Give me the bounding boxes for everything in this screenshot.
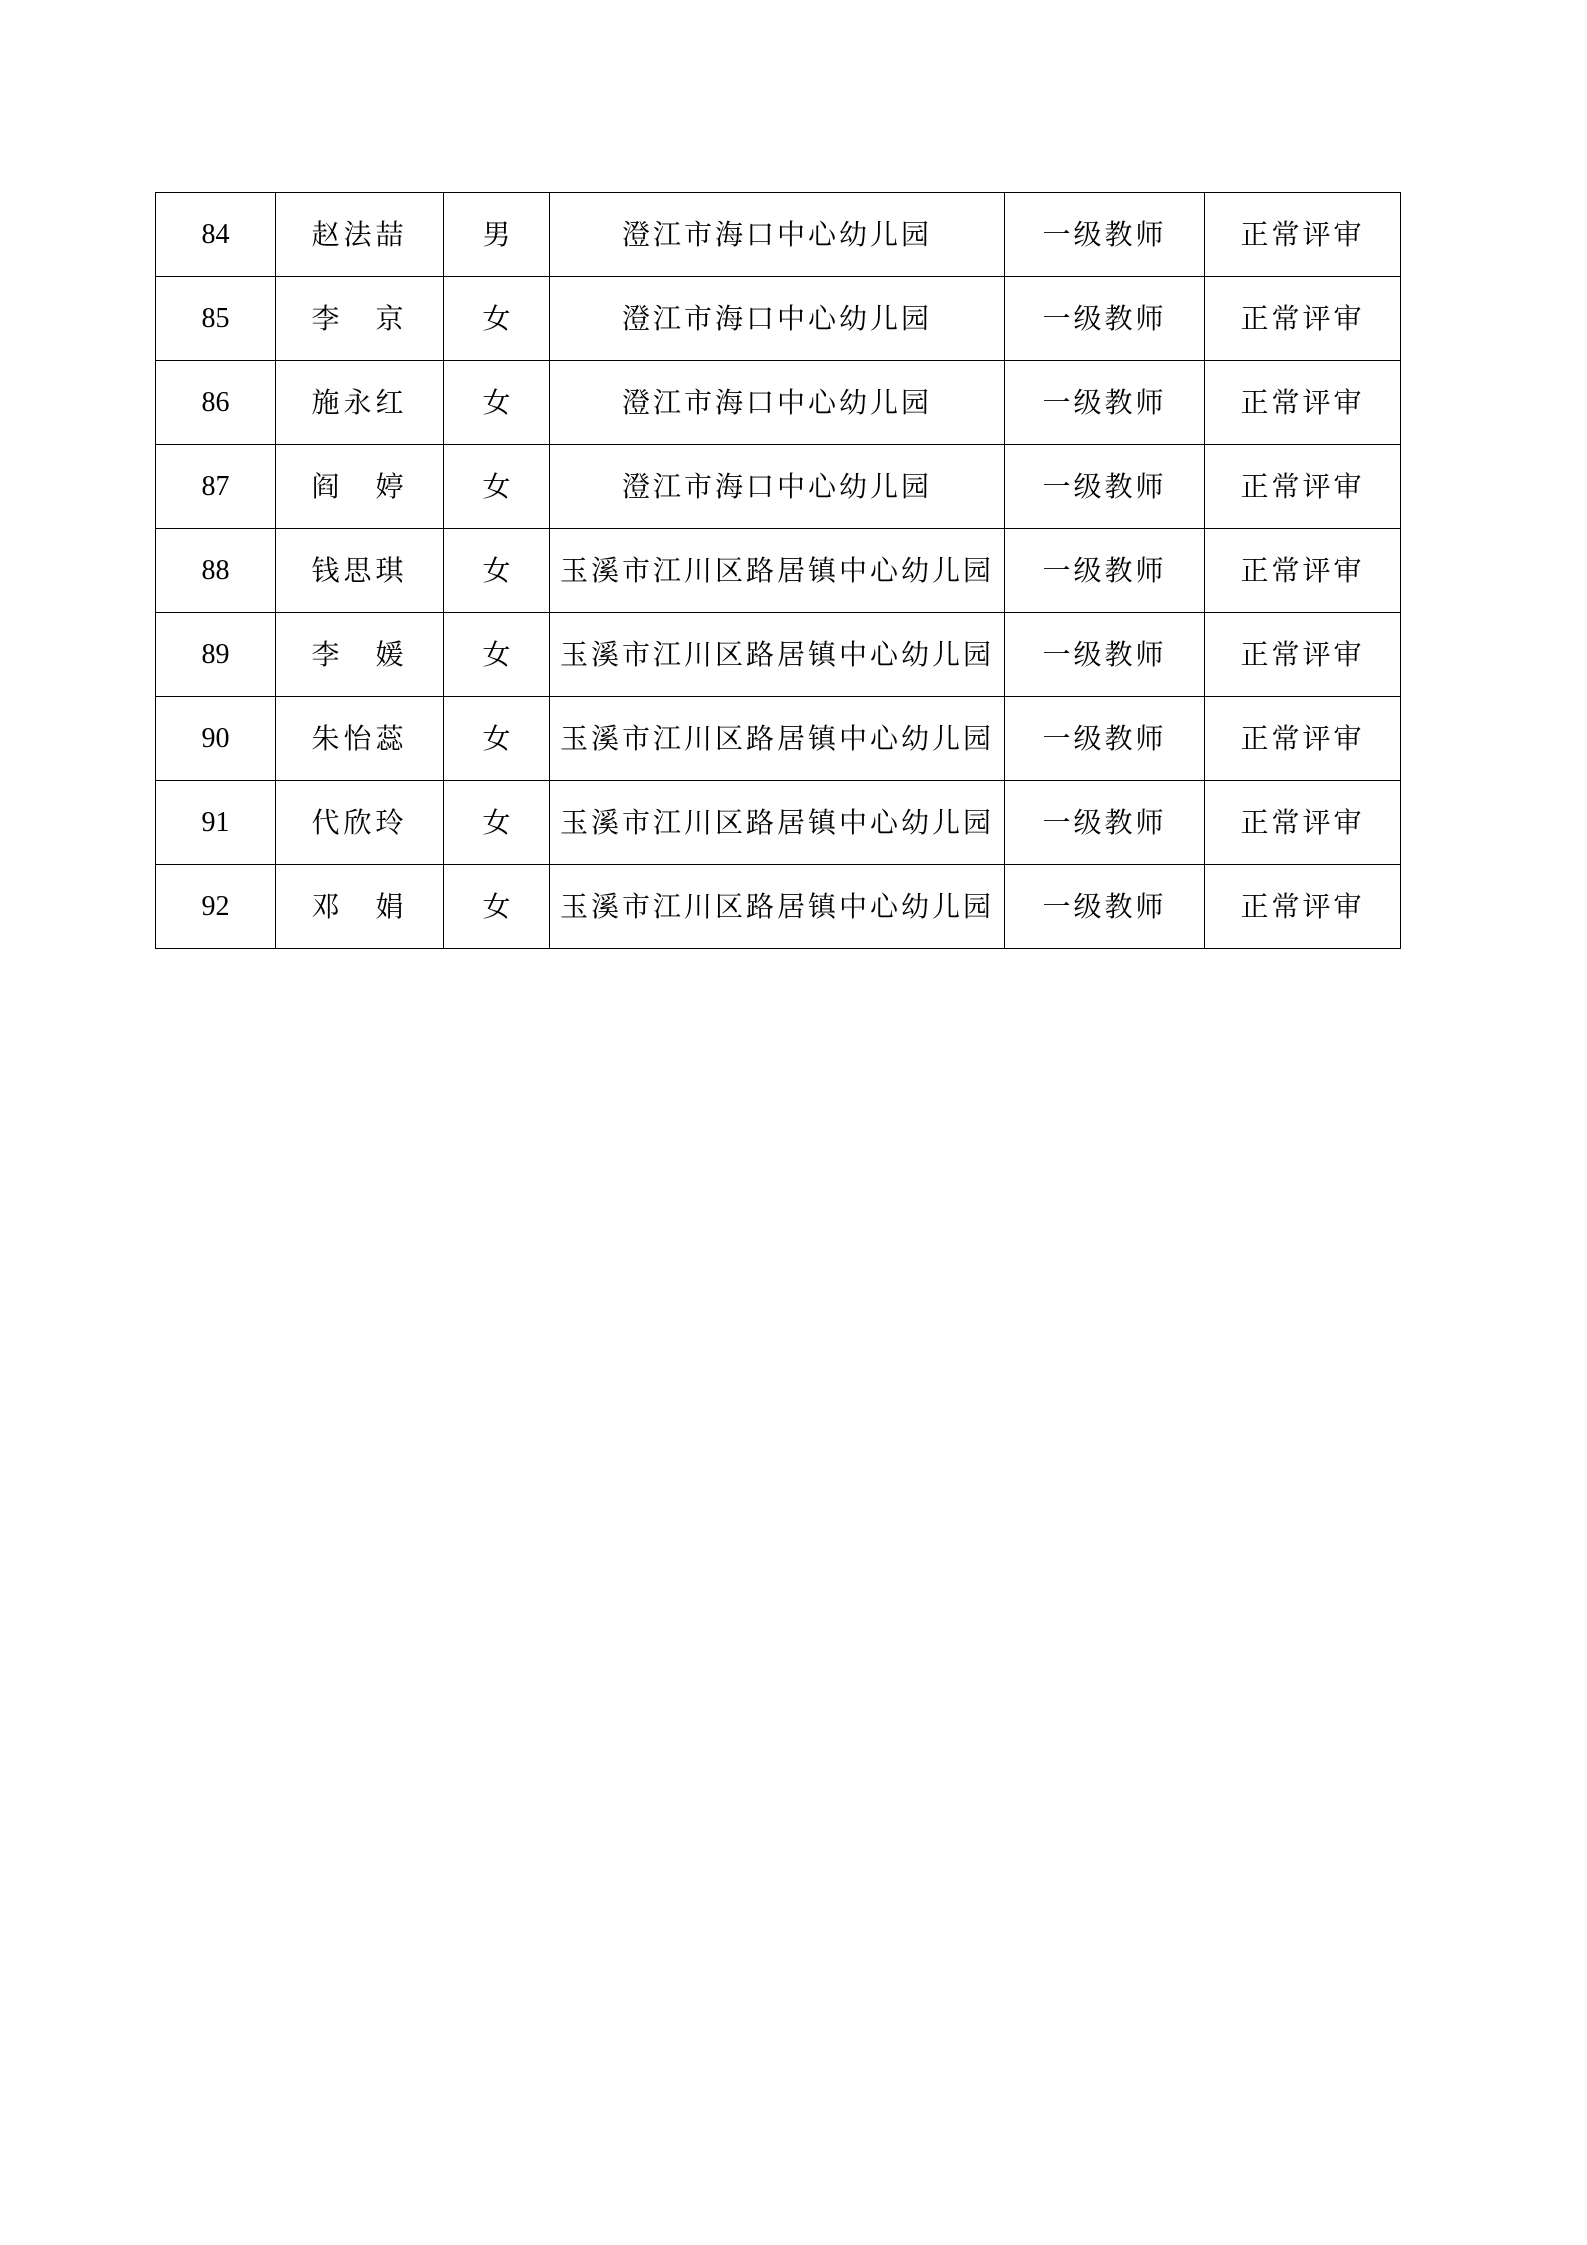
school-cell <box>550 613 1005 697</box>
review-type-cell <box>1205 445 1401 529</box>
title-text: 一级教师 <box>1042 553 1167 587</box>
teacher-name-cell <box>276 361 444 445</box>
row-number-text: 90 <box>201 722 230 754</box>
teacher-name-cell <box>276 781 444 865</box>
table-row <box>156 865 1401 949</box>
review-type-text: 正常评审 <box>1240 889 1365 923</box>
title-text: 一级教师 <box>1042 889 1167 923</box>
review-type-text: 正常评审 <box>1240 385 1365 419</box>
teacher-name-text: 朱怡蕊 <box>311 721 408 755</box>
review-type-text: 正常评审 <box>1240 301 1365 335</box>
table-row <box>156 781 1401 865</box>
teacher-name-cell <box>276 529 444 613</box>
row-number-text: 88 <box>201 554 230 586</box>
gender-cell <box>444 193 550 277</box>
teacher-name-text: 赵法喆 <box>311 217 408 251</box>
table-row <box>156 445 1401 529</box>
review-type-cell <box>1205 361 1401 445</box>
row-number-text: 84 <box>201 218 230 250</box>
teacher-name-text: 邓 娟 <box>311 889 408 923</box>
table-row <box>156 613 1401 697</box>
review-type-text: 正常评审 <box>1240 469 1365 503</box>
teacher-name-cell <box>276 613 444 697</box>
row-number-text: 86 <box>201 386 230 418</box>
review-type-text: 正常评审 <box>1240 553 1365 587</box>
teacher-name-cell <box>276 697 444 781</box>
teacher-roster-table <box>155 192 1401 949</box>
row-number-cell <box>156 865 276 949</box>
teacher-name-text: 施永红 <box>311 385 408 419</box>
review-type-cell <box>1205 277 1401 361</box>
review-type-cell <box>1205 193 1401 277</box>
teacher-name-text: 钱思琪 <box>311 553 408 587</box>
review-type-cell <box>1205 865 1401 949</box>
gender-text: 女 <box>482 721 511 755</box>
school-cell <box>550 781 1005 865</box>
gender-text: 男 <box>482 217 511 251</box>
title-text: 一级教师 <box>1042 721 1167 755</box>
title-cell <box>1005 781 1205 865</box>
school-text: 玉溪市江川区路居镇中心幼儿园 <box>559 889 994 923</box>
table-row <box>156 193 1401 277</box>
title-text: 一级教师 <box>1042 385 1167 419</box>
teacher-name-text: 李 媛 <box>311 637 408 671</box>
gender-cell <box>444 781 550 865</box>
gender-text: 女 <box>482 637 511 671</box>
school-cell <box>550 277 1005 361</box>
review-type-cell <box>1205 613 1401 697</box>
review-type-cell <box>1205 697 1401 781</box>
title-cell <box>1005 361 1205 445</box>
gender-text: 女 <box>482 301 511 335</box>
row-number-text: 85 <box>201 302 230 334</box>
school-text: 澄江市海口中心幼儿园 <box>621 301 932 335</box>
table-row <box>156 529 1401 613</box>
row-number-cell <box>156 781 276 865</box>
gender-text: 女 <box>482 469 511 503</box>
title-text: 一级教师 <box>1042 469 1167 503</box>
school-cell <box>550 445 1005 529</box>
row-number-cell <box>156 361 276 445</box>
review-type-cell <box>1205 529 1401 613</box>
row-number-text: 89 <box>201 638 230 670</box>
title-cell <box>1005 613 1205 697</box>
teacher-name-text: 阎 婷 <box>311 469 408 503</box>
review-type-text: 正常评审 <box>1240 217 1365 251</box>
teacher-name-text: 代欣玲 <box>311 805 408 839</box>
school-cell <box>550 361 1005 445</box>
title-text: 一级教师 <box>1042 217 1167 251</box>
title-cell <box>1005 193 1205 277</box>
table-row <box>156 361 1401 445</box>
school-cell <box>550 697 1005 781</box>
review-type-text: 正常评审 <box>1240 721 1365 755</box>
row-number-text: 91 <box>201 806 230 838</box>
title-cell <box>1005 277 1205 361</box>
title-cell <box>1005 697 1205 781</box>
gender-cell <box>444 361 550 445</box>
gender-cell <box>444 865 550 949</box>
title-text: 一级教师 <box>1042 301 1167 335</box>
gender-text: 女 <box>482 805 511 839</box>
school-text: 澄江市海口中心幼儿园 <box>621 217 932 251</box>
school-text: 玉溪市江川区路居镇中心幼儿园 <box>559 721 994 755</box>
review-type-text: 正常评审 <box>1240 805 1365 839</box>
school-text: 澄江市海口中心幼儿园 <box>621 385 932 419</box>
row-number-cell <box>156 193 276 277</box>
title-cell <box>1005 529 1205 613</box>
row-number-cell <box>156 697 276 781</box>
review-type-cell <box>1205 781 1401 865</box>
gender-text: 女 <box>482 553 511 587</box>
gender-cell <box>444 613 550 697</box>
teacher-name-text: 李 京 <box>311 301 408 335</box>
gender-cell <box>444 697 550 781</box>
school-text: 玉溪市江川区路居镇中心幼儿园 <box>559 553 994 587</box>
school-text: 澄江市海口中心幼儿园 <box>621 469 932 503</box>
teacher-name-cell <box>276 865 444 949</box>
row-number-cell <box>156 445 276 529</box>
table-row <box>156 697 1401 781</box>
row-number-text: 87 <box>201 470 230 502</box>
row-number-cell <box>156 613 276 697</box>
gender-cell <box>444 445 550 529</box>
teacher-name-cell <box>276 445 444 529</box>
title-cell <box>1005 445 1205 529</box>
school-text: 玉溪市江川区路居镇中心幼儿园 <box>559 637 994 671</box>
school-text: 玉溪市江川区路居镇中心幼儿园 <box>559 805 994 839</box>
gender-cell <box>444 277 550 361</box>
gender-cell <box>444 529 550 613</box>
title-text: 一级教师 <box>1042 805 1167 839</box>
title-text: 一级教师 <box>1042 637 1167 671</box>
school-cell <box>550 529 1005 613</box>
school-cell <box>550 865 1005 949</box>
row-number-cell <box>156 529 276 613</box>
title-cell <box>1005 865 1205 949</box>
teacher-name-cell <box>276 277 444 361</box>
table-body <box>156 193 1401 949</box>
table-row <box>156 277 1401 361</box>
school-cell <box>550 193 1005 277</box>
row-number-cell <box>156 277 276 361</box>
teacher-name-cell <box>276 193 444 277</box>
gender-text: 女 <box>482 889 511 923</box>
gender-text: 女 <box>482 385 511 419</box>
review-type-text: 正常评审 <box>1240 637 1365 671</box>
row-number-text: 92 <box>201 890 230 922</box>
